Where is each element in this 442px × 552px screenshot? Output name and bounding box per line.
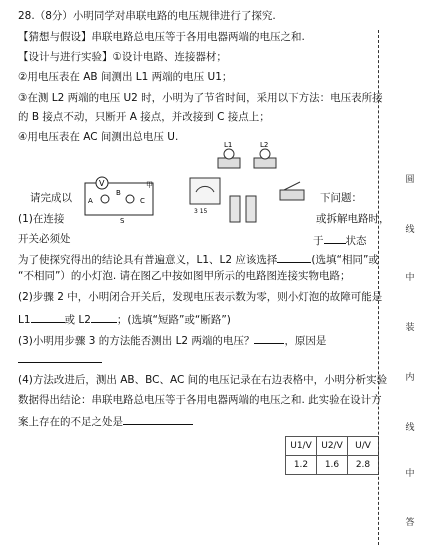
q2-blank-l1[interactable]: [31, 311, 65, 323]
fig-voltmeter-label: V: [99, 179, 105, 188]
q1-line2-right: [313, 232, 367, 248]
margin-char-7: 中: [405, 469, 415, 479]
fig-tag: 甲: [146, 181, 153, 189]
q1-line2-left: 开关必须处: [18, 233, 71, 245]
meter-scale-label: 3 15: [194, 208, 208, 215]
q1-left: (1)在连接: [18, 213, 65, 225]
margin-char-4: 装: [405, 323, 415, 333]
table-header-u1: U1/V: [286, 437, 317, 456]
q2-line2: [18, 311, 231, 327]
q3-line1: [18, 332, 326, 348]
q1-line3-text: 为了使探究得出的结论具有普遍意义，L1、L2 应该选择: [18, 254, 278, 266]
q3-end: ，原因是: [284, 335, 327, 347]
lamp-l1-label: L1: [224, 141, 233, 149]
design-title: 【设计与进行实验】①设计电路、连接器材；: [18, 51, 227, 63]
question-title: 28.（8分）小明同学对串联电路的电压规律进行了探究.: [18, 10, 276, 22]
margin-char-6: 线: [405, 423, 415, 433]
step-3-line2: 的 B 接点不动，只断开 A 接点，并改接到 C 接点上；: [18, 111, 270, 123]
table-header-row: [286, 437, 379, 456]
q2-l2: 或 L2: [64, 314, 91, 326]
fig-c-label: C: [140, 197, 145, 205]
q4-line3: [18, 413, 193, 429]
q1-line2-end: 状态: [345, 235, 367, 247]
q3-line2: [18, 351, 102, 367]
circuit-diagram: [80, 175, 160, 225]
margin-char-8: 答: [405, 518, 415, 528]
apparatus-figure: [188, 140, 308, 235]
table-cell-u1: 1.2: [286, 456, 317, 475]
table-cell-u: 2.8: [348, 456, 379, 475]
step-2: ②用电压表在 AB 间测出 L1 两端的电压 U1；: [18, 71, 233, 83]
q4-line1: (4)方法改进后，测出 AB、BC、AC 间的电压记录在右边表格中，小明分析实验: [18, 374, 388, 386]
q2-hint: ；(选填“短路”或“断路”): [116, 314, 231, 326]
intro-left: 请完成以: [30, 192, 72, 204]
table-row: [286, 456, 379, 475]
step-4: ④用电压表在 AC 间测出总电压 U.: [18, 131, 179, 143]
q2-blank-l2[interactable]: [91, 311, 117, 323]
fig-s-label: S: [120, 217, 125, 225]
q3-blank-answer[interactable]: [254, 332, 284, 344]
hypothesis-line: 【猜想与假设】串联电路总电压等于各用电器两端的电压之和.: [18, 31, 305, 43]
voltage-table: [285, 436, 379, 475]
q1-blank-switch[interactable]: [324, 232, 346, 244]
margin-char-1: 圆: [405, 175, 415, 185]
table-header-u: U/V: [348, 437, 379, 456]
q2-line1: (2)步骤 2 中，小明闭合开关后，发现电压表示数为零，则小灯泡的故障可能是: [18, 291, 383, 303]
fig-a-label: A: [88, 197, 93, 205]
q2-l1: L1: [18, 314, 31, 326]
lamp-l2-label: L2: [260, 141, 269, 149]
fig-b-label: B: [116, 189, 121, 197]
step-3-line1: ③在测 L2 两端的电压 U2 时，小明为了节省时间，采用以下方法：电压表所接: [18, 92, 383, 104]
q4-line2: 数据得出结论：串联电路总电压等于各用电器两端的电压之和. 此实验在设计方: [18, 394, 382, 406]
intro-right: 下问题：: [320, 192, 362, 204]
margin-char-2: 线: [405, 225, 415, 235]
q3-text: (3)小明用步骤 3 的方法能否测出 L2 两端的电压？: [18, 335, 255, 347]
q1-right: 或拆解电路时，: [316, 213, 390, 225]
table-header-u2: U2/V: [317, 437, 348, 456]
q1-line3-end: (选填“相同”或: [311, 254, 379, 266]
q1-line3: [18, 251, 379, 267]
margin-char-5: 内: [405, 373, 415, 383]
q4-blank-shortcoming[interactable]: [123, 413, 193, 425]
q1-line2-mid: 于: [313, 235, 324, 247]
binding-line: [378, 30, 379, 545]
table-cell-u2: 1.6: [317, 456, 348, 475]
q1-line4: “不相同”）的小灯泡. 请在图乙中按如图甲所示的电路图连接实物电路；: [18, 270, 351, 282]
margin-char-3: 中: [405, 273, 415, 283]
q3-blank-reason[interactable]: [18, 351, 102, 363]
q4-line3-text: 案上存在的不足之处是: [18, 416, 123, 428]
q1-blank-bulb[interactable]: [277, 251, 311, 263]
